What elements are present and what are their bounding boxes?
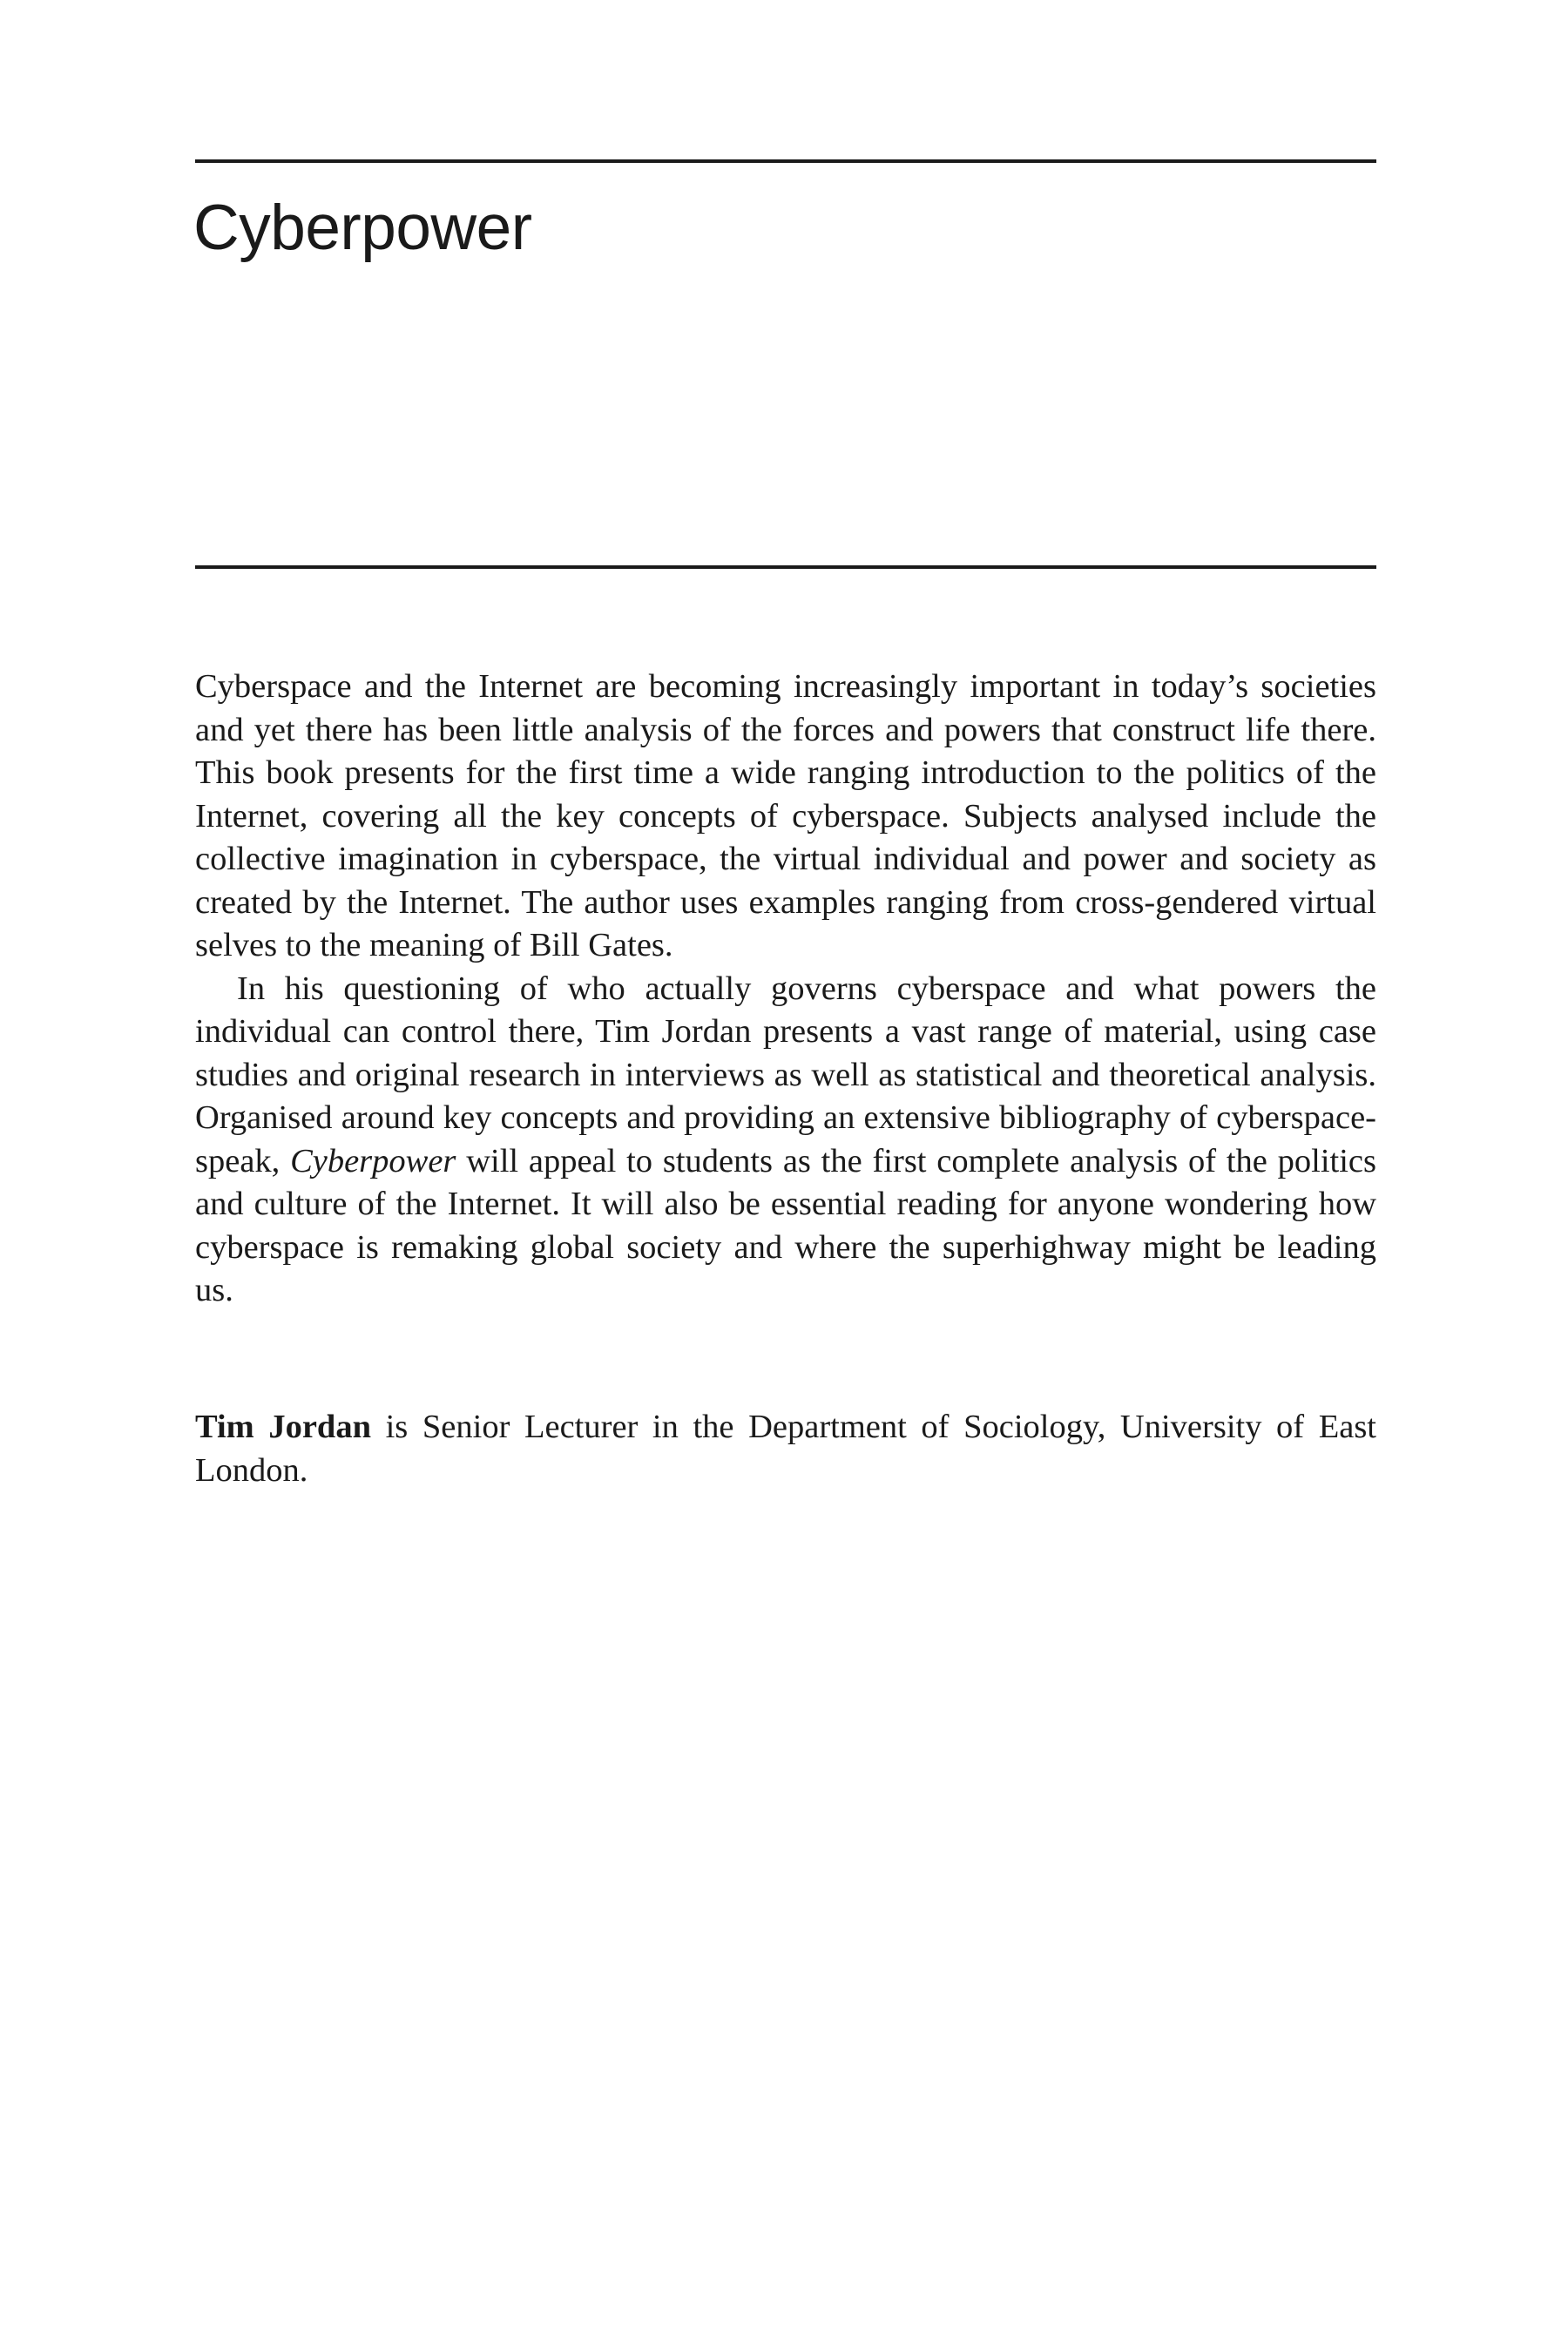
description-paragraph-2-end: will appeal to students as the first complete analysis of the politics and culture of the Internet. It will also be essential reading for anyone wondering how cyberspace is remaking global society and where the superhighway might be leading us. [195,1142,1376,1308]
middle-divider [195,565,1376,569]
book-title: Cyberpower [193,193,532,263]
author-bio-text: is Senior Lecturer in the Department of Sociology, University of East London. [195,1409,1376,1489]
book-title-italic: Cyberpower [290,1142,456,1179]
author-bio [195,1406,1376,1492]
top-divider [195,159,1376,163]
book-description [195,666,1376,1313]
description-paragraph-2 [195,968,1376,1313]
author-name: Tim Jordan [195,1409,372,1445]
description-paragraph-1: Cyberspace and the Internet are becoming increasingly important in today’s societies and yet there has been little analysis of the forces and powers that construct life there. This book presents for the first time a wide ranging introduction to the politics of the Internet, covering all the key concepts of cyberspace. Subjects analysed include the collective imagination in cyberspace, the virtual individual and power and society as created by the Internet. The author uses examples ranging from cross-gendered virtual selves to the meaning of Bill Gates. [195,668,1376,963]
description-paragraph-2-start: In his questioning of who actually governs cyberspace and what powers the individual can control there, Tim Jordan presents a vast range of material, using case studies and original research in interviews as well as statistical and theoretical analysis. Organised around key concepts and providing an extensive bibliography of cyberspace-speak, [195,970,1376,1179]
